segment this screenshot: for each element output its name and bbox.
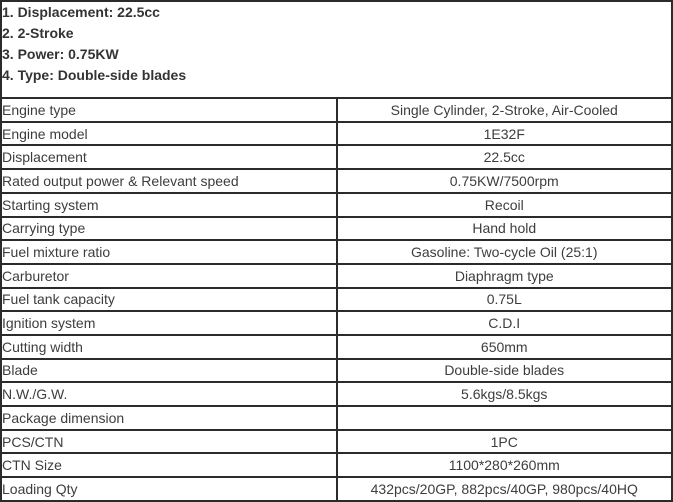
table-row xyxy=(1,430,672,454)
spec-label-cell: Carburetor xyxy=(1,264,337,288)
spec-label-cell: Engine type xyxy=(1,98,337,122)
spec-value-cell: Gasoline: Two-cycle Oil (25:1) xyxy=(337,240,673,264)
highlight-line: 1. Displacement: 22.5cc xyxy=(2,4,160,20)
highlight-line: 2. 2-Stroke xyxy=(2,25,74,41)
highlights-row xyxy=(1,1,672,98)
table-row xyxy=(1,288,672,312)
spec-value-cell: 432pcs/20GP, 882pcs/40GP, 980pcs/40HQ xyxy=(337,477,673,501)
spec-value-cell: 1E32F xyxy=(337,122,673,146)
spec-value-cell: 1PC xyxy=(337,430,673,454)
spec-value-cell: 1100*280*260mm xyxy=(337,453,673,477)
table-row xyxy=(1,406,672,430)
spec-label-cell: Loading Qty xyxy=(1,477,337,501)
spec-label-cell: Fuel mixture ratio xyxy=(1,240,337,264)
spec-label-cell: Carrying type xyxy=(1,217,337,241)
spec-label-cell: Fuel tank capacity xyxy=(1,288,337,312)
table-row xyxy=(1,335,672,359)
spec-label-cell: Engine model xyxy=(1,122,337,146)
table-row xyxy=(1,145,672,169)
table-row xyxy=(1,169,672,193)
highlight-line: 3. Power: 0.75KW xyxy=(2,46,119,62)
spec-value-cell: 5.6kgs/8.5kgs xyxy=(337,382,673,406)
spec-value-cell: 650mm xyxy=(337,335,673,359)
table-row xyxy=(1,359,672,383)
spec-table-body xyxy=(1,1,672,501)
table-row xyxy=(1,122,672,146)
table-row xyxy=(1,240,672,264)
spec-label-cell: N.W./G.W. xyxy=(1,382,337,406)
spec-value-cell: Recoil xyxy=(337,193,673,217)
spec-value-cell: 22.5cc xyxy=(337,145,673,169)
table-row xyxy=(1,98,672,122)
highlight-line: 4. Type: Double-side blades xyxy=(2,67,187,83)
table-row xyxy=(1,264,672,288)
spec-label-cell: Cutting width xyxy=(1,335,337,359)
spec-label-cell: Starting system xyxy=(1,193,337,217)
table-row xyxy=(1,311,672,335)
table-row xyxy=(1,193,672,217)
spec-value-cell: Single Cylinder, 2-Stroke, Air-Cooled xyxy=(337,98,673,122)
spec-value-cell: Hand hold xyxy=(337,217,673,241)
table-row xyxy=(1,477,672,501)
spec-label-cell: Ignition system xyxy=(1,311,337,335)
highlights-cell xyxy=(1,1,672,98)
spec-value-cell xyxy=(337,406,673,430)
spec-value-cell: 0.75KW/7500rpm xyxy=(337,169,673,193)
table-row xyxy=(1,382,672,406)
spec-label-cell: CTN Size xyxy=(1,453,337,477)
spec-label-cell: Rated output power & Relevant speed xyxy=(1,169,337,193)
spec-label-cell: Blade xyxy=(1,359,337,383)
table-row xyxy=(1,453,672,477)
spec-label-cell: Package dimension xyxy=(1,406,337,430)
spec-value-cell: C.D.I xyxy=(337,311,673,335)
spec-label-cell: PCS/CTN xyxy=(1,430,337,454)
spec-value-cell: Double-side blades xyxy=(337,359,673,383)
spec-value-cell: Diaphragm type xyxy=(337,264,673,288)
spec-label-cell: Displacement xyxy=(1,145,337,169)
spec-value-cell: 0.75L xyxy=(337,288,673,312)
table-row xyxy=(1,217,672,241)
